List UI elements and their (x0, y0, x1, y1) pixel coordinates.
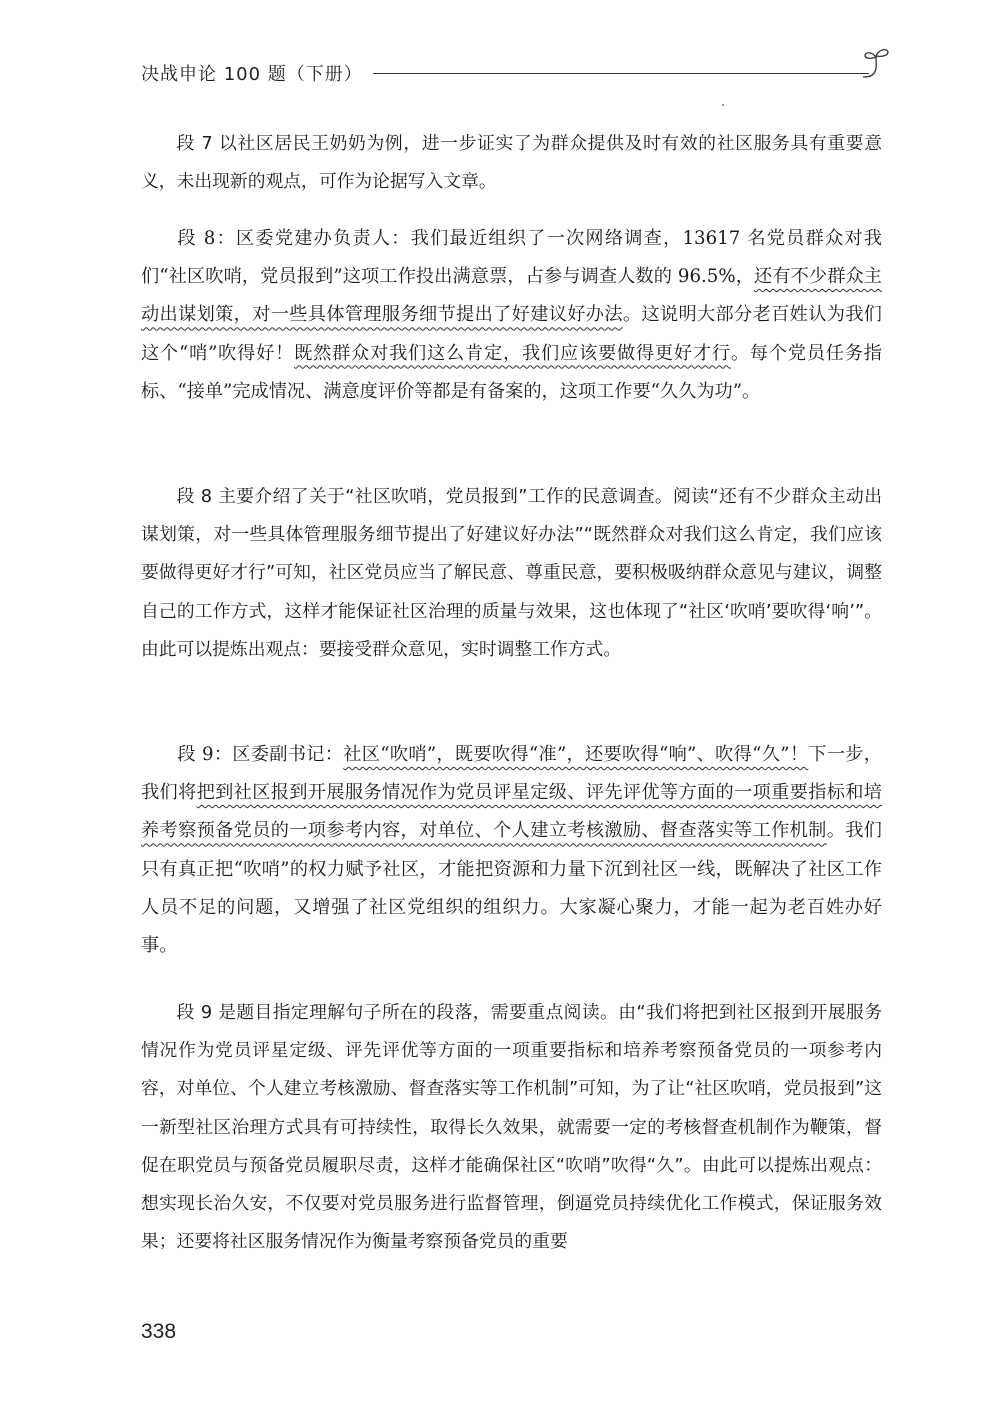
material-8-underline-1: 还有不少群众主动出谋划策，对一些具体管理服务细节提出了好建议好办法 (141, 266, 882, 326)
paragraph-analysis-8: 段 8 主要介绍了关于“社区吹哨，党员报到”工作的民意调查。阅读“还有不少群众主动出谋划策，对一些具体管理服务细节提出了好建议好办法”“既然群众对我们这么肯定，我们应该要做得更好才行”可知，社区党员应当了解民意、尊重民意，要积极吸纳群众意见与建议，调整自己的工作方式，这样才能保证社区治理的质量与效果，这也体现了“社区‘吹哨’要吹得‘响’”。由此可以提炼出观点：要接受群众意见，实时调整工作方式。 (141, 486, 882, 660)
material-9-underline-2: 把到社区报到开展服务情况作为党员评星定级、评先评优等方面的一项重要指标和培养考察预备党员的一项参考内容，对单位、个人建立考核激励、督查落实等工作机制 (141, 782, 882, 842)
material-9-text: 下一步，我们将 (141, 744, 882, 804)
paragraph-material-9 (141, 736, 882, 965)
material-9-text: 段 9：区委副书记： (177, 744, 344, 765)
sprout-icon (861, 46, 891, 80)
book-title: 决战申论 100 题（下册） (141, 64, 363, 85)
header-rule (373, 73, 869, 74)
page-number: 338 (141, 1320, 177, 1343)
paragraph-analysis-9: 段 9 是题目指定理解句子所在的段落，需要重点阅读。由“我们将把到社区报到开展服务情况作为党员评星定级、评先评优等方面的一项重要指标和培养考察预备党员的一项参考内容，对单位、个人建立考核激励、督查落实等工作机制”可知，为了让“社区吹哨，党员报到”这一新型社区治理方式具有可持续性，取得长久效果，就需要一定的考核督查机制作为鞭策，督促在职党员与预备党员履职尽责，这样才能确保社区“吹哨”吹得“久”。由此可以提炼出观点：想实现长治久安，不仅要对党员服务进行监督管理，倒逼党员持续优化工作模式，保证服务效果；还要将社区服务情况作为衡量考察预备党员的重要 (141, 1002, 882, 1253)
paragraph-material-8 (141, 220, 882, 411)
material-8-text: 段 8：区委党建办负责人：我们最近组织了一次网络调查，13617 名党员群众对我们“社区吹哨，党员报到”这项工作投出满意票，占参与调查人数的 96.5%， (141, 228, 882, 288)
material-9-underline-1: 社区“吹哨”，既要吹得“准”，还要吹得“响”、吹得“久”！ (343, 744, 809, 765)
paragraph-analysis-7: 段 7 以社区居民王奶奶为例，进一步证实了为群众提供及时有效的社区服务具有重要意义，未出现新的观点，可作为论据写入文章。 (141, 133, 882, 193)
scan-speck (722, 104, 724, 106)
material-8-text: 。每个党员任务指标、“接单”完成情况、满意度评价等都是有备案的，这项工作要“久久为功”。 (141, 342, 882, 402)
material-9-text: 。我们只有真正把“吹哨”的权力赋予社区，才能把资源和力量下沉到社区一线，既解决了社区工作人员不足的问题，又增强了社区党组织的组织力。大家凝心聚力，才能一起为老百姓办好事。 (141, 820, 882, 957)
material-8-text: 。这说明大部分老百姓认为我们这个“哨”吹得好！ (141, 304, 882, 364)
material-8-underline-2: 既然群众对我们这么肯定，我们应该要做得更好才行 (294, 342, 731, 364)
running-header (141, 58, 891, 92)
